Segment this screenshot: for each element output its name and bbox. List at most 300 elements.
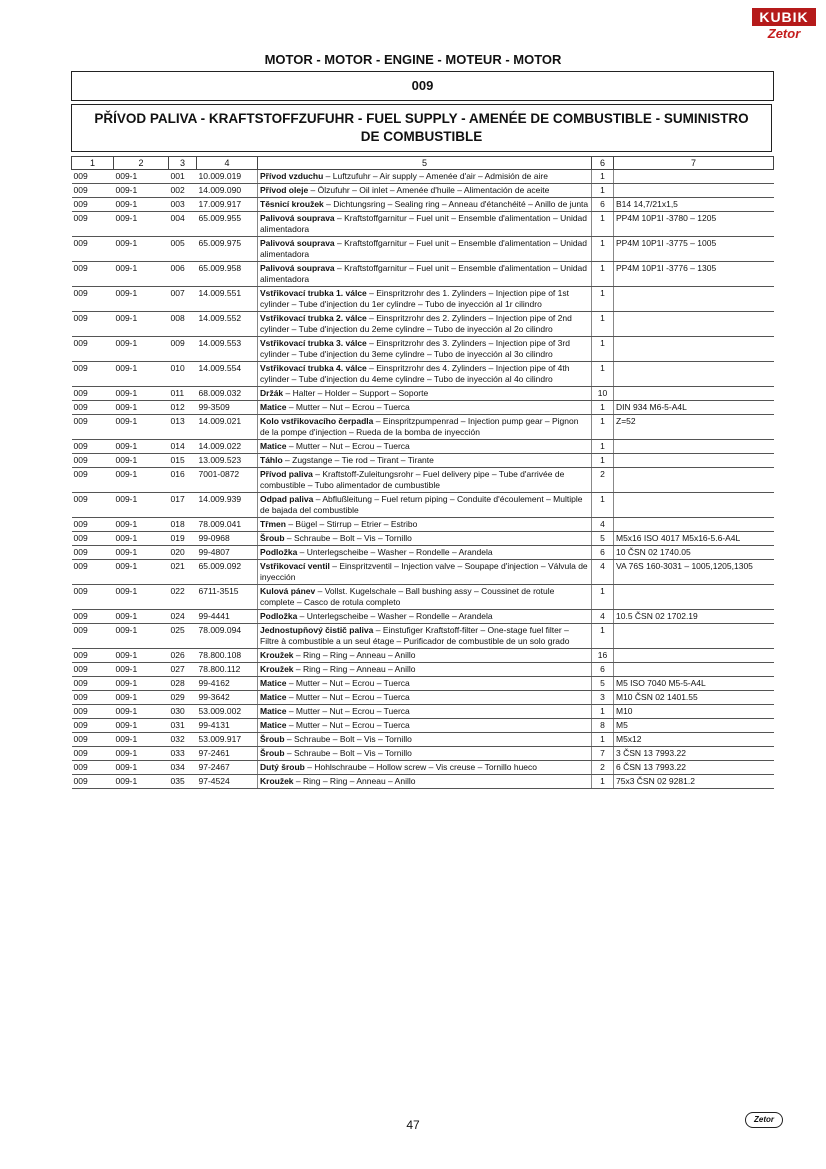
note-cell bbox=[614, 287, 774, 312]
description-translations: – Einspritzrohr des 4. Zylinders – Injection pipe of 4th cylinder – Tube d'injection du 4eme cylindre – Tubo de inyección al 4o cilindro bbox=[260, 363, 570, 384]
description-czech: Podložka bbox=[260, 611, 298, 621]
group-cell: 009 bbox=[72, 546, 114, 560]
note-cell: 10 ČSN 02 1740.05 bbox=[614, 546, 774, 560]
position-cell: 026 bbox=[169, 649, 197, 663]
group-cell: 009 bbox=[72, 401, 114, 415]
note-cell bbox=[614, 493, 774, 518]
table-row bbox=[72, 184, 774, 198]
table-row bbox=[72, 440, 774, 454]
position-cell: 017 bbox=[169, 493, 197, 518]
description-cell bbox=[258, 649, 592, 663]
part-number-cell: 14.009.552 bbox=[197, 312, 258, 337]
table-row bbox=[72, 198, 774, 212]
note-cell bbox=[614, 440, 774, 454]
description-czech: Šroub bbox=[260, 533, 285, 543]
table-row bbox=[72, 387, 774, 401]
table-row bbox=[72, 775, 774, 789]
position-cell: 016 bbox=[169, 468, 197, 493]
part-number-cell: 10.009.019 bbox=[197, 170, 258, 184]
note-cell: M10 ČSN 02 1401.55 bbox=[614, 691, 774, 705]
quantity-cell: 1 bbox=[592, 440, 614, 454]
section-title bbox=[71, 104, 772, 152]
part-number-cell: 53.009.917 bbox=[197, 733, 258, 747]
description-czech: Třmen bbox=[260, 519, 286, 529]
group-cell: 009 bbox=[72, 468, 114, 493]
part-number-cell: 14.009.939 bbox=[197, 493, 258, 518]
note-cell: M5 ISO 7040 M5-5-A4L bbox=[614, 677, 774, 691]
description-cell bbox=[258, 198, 592, 212]
description-czech: Dutý šroub bbox=[260, 762, 305, 772]
group-cell: 009 bbox=[72, 761, 114, 775]
description-cell bbox=[258, 546, 592, 560]
description-translations: – Hohlschraube – Hollow screw – Vis creuse – Tornillo hueco bbox=[304, 762, 538, 772]
footer-zetor-logo: Zetor bbox=[745, 1112, 783, 1128]
quantity-cell: 6 bbox=[592, 663, 614, 677]
note-cell: 10.5 ČSN 02 1702.19 bbox=[614, 610, 774, 624]
subgroup-cell: 009-1 bbox=[114, 262, 169, 287]
description-translations: – Kraftstoff-Zuleitungsrohr – Fuel delivery pipe – Tube d'arrivée de combustible – Tubo alimentador de cumbustible bbox=[260, 469, 565, 490]
note-cell bbox=[614, 518, 774, 532]
column-header: 3 bbox=[169, 157, 197, 170]
subgroup-cell: 009-1 bbox=[114, 440, 169, 454]
description-czech: Kroužek bbox=[260, 776, 294, 786]
note-cell: B14 14,7/21x1,5 bbox=[614, 198, 774, 212]
group-cell: 009 bbox=[72, 624, 114, 649]
subgroup-cell: 009-1 bbox=[114, 585, 169, 610]
description-czech: Přívod vzduchu bbox=[260, 171, 324, 181]
table-row bbox=[72, 237, 774, 262]
column-header: 2 bbox=[114, 157, 169, 170]
note-cell: M10 bbox=[614, 705, 774, 719]
group-cell: 009 bbox=[72, 733, 114, 747]
subgroup-cell: 009-1 bbox=[114, 198, 169, 212]
part-number-cell: 99-4131 bbox=[197, 719, 258, 733]
table-row bbox=[72, 719, 774, 733]
position-cell: 004 bbox=[169, 212, 197, 237]
description-czech: Matice bbox=[260, 678, 287, 688]
description-translations: – Mutter – Nut – Ecrou – Tuerca bbox=[286, 678, 410, 688]
subgroup-cell: 009-1 bbox=[114, 493, 169, 518]
description-translations: – Mutter – Nut – Ecrou – Tuerca bbox=[286, 402, 410, 412]
quantity-cell: 4 bbox=[592, 560, 614, 585]
description-cell bbox=[258, 747, 592, 761]
group-cell: 009 bbox=[72, 170, 114, 184]
position-cell: 033 bbox=[169, 747, 197, 761]
description-translations: – Schraube – Bolt – Vis – Tornillo bbox=[284, 734, 412, 744]
description-translations: – Kraftstoffgarnitur – Fuel unit – Ensemble d'alimentation – Unidad alimentadora bbox=[260, 263, 588, 284]
table-row bbox=[72, 546, 774, 560]
quantity-cell: 8 bbox=[592, 719, 614, 733]
quantity-cell: 6 bbox=[592, 198, 614, 212]
group-cell: 009 bbox=[72, 705, 114, 719]
part-number-cell: 14.009.090 bbox=[197, 184, 258, 198]
table-row bbox=[72, 312, 774, 337]
column-header: 7 bbox=[614, 157, 774, 170]
description-czech: Kulová pánev bbox=[260, 586, 316, 596]
description-czech: Kroužek bbox=[260, 650, 294, 660]
description-translations: – Zugstange – Tie rod – Tirant – Tirante bbox=[282, 455, 434, 465]
group-cell: 009 bbox=[72, 387, 114, 401]
description-cell bbox=[258, 493, 592, 518]
description-translations: – Ring – Ring – Anneau – Anillo bbox=[293, 664, 416, 674]
part-number-cell: 99-0968 bbox=[197, 532, 258, 546]
table-row bbox=[72, 705, 774, 719]
table-row bbox=[72, 337, 774, 362]
subgroup-cell: 009-1 bbox=[114, 649, 169, 663]
description-cell bbox=[258, 337, 592, 362]
group-cell: 009 bbox=[72, 775, 114, 789]
column-header: 6 bbox=[592, 157, 614, 170]
table-row bbox=[72, 585, 774, 610]
position-cell: 001 bbox=[169, 170, 197, 184]
group-cell: 009 bbox=[72, 312, 114, 337]
note-cell: DIN 934 M6-5-A4L bbox=[614, 401, 774, 415]
description-czech: Matice bbox=[260, 720, 287, 730]
description-translations: – Mutter – Nut – Ecrou – Tuerca bbox=[286, 441, 410, 451]
description-czech: Palivová souprava bbox=[260, 238, 335, 248]
position-cell: 013 bbox=[169, 415, 197, 440]
position-cell: 025 bbox=[169, 624, 197, 649]
description-czech: Palivová souprava bbox=[260, 263, 335, 273]
description-cell bbox=[258, 287, 592, 312]
description-translations: – Mutter – Nut – Ecrou – Tuerca bbox=[286, 706, 410, 716]
subgroup-cell: 009-1 bbox=[114, 337, 169, 362]
table-row bbox=[72, 649, 774, 663]
description-translations: – Dichtungsring – Sealing ring – Anneau d'étanchéité – Anillo de junta bbox=[323, 199, 589, 209]
quantity-cell: 5 bbox=[592, 532, 614, 546]
part-number-cell: 99-4807 bbox=[197, 546, 258, 560]
description-cell bbox=[258, 677, 592, 691]
description-cell bbox=[258, 262, 592, 287]
note-cell bbox=[614, 663, 774, 677]
description-translations: – Unterlegscheibe – Washer – Rondelle – Arandela bbox=[297, 611, 493, 621]
subgroup-cell: 009-1 bbox=[114, 362, 169, 387]
subgroup-cell: 009-1 bbox=[114, 610, 169, 624]
position-cell: 015 bbox=[169, 454, 197, 468]
description-translations: – Luftzufuhr – Air supply – Amenée d'air – Admisión de aire bbox=[323, 171, 548, 181]
group-cell: 009 bbox=[72, 560, 114, 585]
group-cell: 009 bbox=[72, 532, 114, 546]
table-row bbox=[72, 415, 774, 440]
position-cell: 034 bbox=[169, 761, 197, 775]
position-cell: 002 bbox=[169, 184, 197, 198]
position-cell: 028 bbox=[169, 677, 197, 691]
position-cell: 011 bbox=[169, 387, 197, 401]
position-cell: 008 bbox=[169, 312, 197, 337]
position-cell: 024 bbox=[169, 610, 197, 624]
description-translations: – Abflußleitung – Fuel return piping – Conduite d'écoulement – Multiple de bajada del combustible bbox=[260, 494, 583, 515]
part-number-cell: 14.009.554 bbox=[197, 362, 258, 387]
description-cell bbox=[258, 585, 592, 610]
note-cell: Z=52 bbox=[614, 415, 774, 440]
group-cell: 009 bbox=[72, 237, 114, 262]
subgroup-cell: 009-1 bbox=[114, 532, 169, 546]
subgroup-cell: 009-1 bbox=[114, 775, 169, 789]
quantity-cell: 1 bbox=[592, 454, 614, 468]
group-cell: 009 bbox=[72, 454, 114, 468]
description-cell bbox=[258, 170, 592, 184]
quantity-cell: 1 bbox=[592, 184, 614, 198]
group-cell: 009 bbox=[72, 493, 114, 518]
description-translations: – Einspritzrohr des 2. Zylinders – Injection pipe of 2nd cylinder – Tube d'injection du 2eme cylindre – Tubo de inyección al 2o cilindro bbox=[260, 313, 572, 334]
quantity-cell: 1 bbox=[592, 493, 614, 518]
note-cell bbox=[614, 649, 774, 663]
subgroup-cell: 009-1 bbox=[114, 454, 169, 468]
group-cell: 009 bbox=[72, 691, 114, 705]
note-cell bbox=[614, 337, 774, 362]
description-translations: – Mutter – Nut – Ecrou – Tuerca bbox=[286, 720, 410, 730]
description-czech: Držák bbox=[260, 388, 284, 398]
part-number-cell: 13.009.523 bbox=[197, 454, 258, 468]
group-cell: 009 bbox=[72, 362, 114, 387]
group-number: 009 bbox=[71, 71, 774, 101]
note-cell bbox=[614, 362, 774, 387]
position-cell: 009 bbox=[169, 337, 197, 362]
description-cell bbox=[258, 705, 592, 719]
quantity-cell: 1 bbox=[592, 624, 614, 649]
parts-table bbox=[71, 156, 774, 789]
quantity-cell: 1 bbox=[592, 585, 614, 610]
note-cell: PP4M 10P1I -3776 – 1305 bbox=[614, 262, 774, 287]
quantity-cell: 4 bbox=[592, 518, 614, 532]
part-number-cell: 65.009.955 bbox=[197, 212, 258, 237]
subgroup-cell: 009-1 bbox=[114, 387, 169, 401]
group-cell: 009 bbox=[72, 719, 114, 733]
group-cell: 009 bbox=[72, 415, 114, 440]
subgroup-cell: 009-1 bbox=[114, 170, 169, 184]
subgroup-cell: 009-1 bbox=[114, 546, 169, 560]
note-cell bbox=[614, 585, 774, 610]
description-translations: – Kraftstoffgarnitur – Fuel unit – Ensemble d'alimentation – Unidad alimentadora bbox=[260, 213, 588, 234]
description-cell bbox=[258, 719, 592, 733]
description-czech: Podložka bbox=[260, 547, 298, 557]
description-cell bbox=[258, 401, 592, 415]
subgroup-cell: 009-1 bbox=[114, 415, 169, 440]
note-cell: 6 ČSN 13 7993.22 bbox=[614, 761, 774, 775]
note-cell: PP4M 10P1I -3775 – 1005 bbox=[614, 237, 774, 262]
quantity-cell: 1 bbox=[592, 287, 614, 312]
description-cell bbox=[258, 415, 592, 440]
description-czech: Šroub bbox=[260, 734, 285, 744]
description-czech: Přívod paliva bbox=[260, 469, 313, 479]
note-cell bbox=[614, 468, 774, 493]
group-cell: 009 bbox=[72, 663, 114, 677]
description-cell bbox=[258, 362, 592, 387]
position-cell: 031 bbox=[169, 719, 197, 733]
note-cell bbox=[614, 454, 774, 468]
description-czech: Kroužek bbox=[260, 664, 294, 674]
table-row bbox=[72, 733, 774, 747]
quantity-cell: 2 bbox=[592, 761, 614, 775]
position-cell: 003 bbox=[169, 198, 197, 212]
quantity-cell: 6 bbox=[592, 546, 614, 560]
position-cell: 007 bbox=[169, 287, 197, 312]
position-cell: 019 bbox=[169, 532, 197, 546]
part-number-cell: 65.009.092 bbox=[197, 560, 258, 585]
description-translations: – Einspritzventil – Injection valve – Soupape d'injection – Válvula de inyección bbox=[260, 561, 588, 582]
subgroup-cell: 009-1 bbox=[114, 747, 169, 761]
position-cell: 032 bbox=[169, 733, 197, 747]
part-number-cell: 99-4441 bbox=[197, 610, 258, 624]
column-header: 1 bbox=[72, 157, 114, 170]
group-cell: 009 bbox=[72, 518, 114, 532]
quantity-cell: 2 bbox=[592, 468, 614, 493]
note-cell: 3 ČSN 13 7993.22 bbox=[614, 747, 774, 761]
note-cell bbox=[614, 312, 774, 337]
description-cell bbox=[258, 468, 592, 493]
description-translations: – Kraftstoffgarnitur – Fuel unit – Ensemble d'alimentation – Unidad alimentadora bbox=[260, 238, 588, 259]
logo-kubik-text: KUBIK bbox=[752, 8, 816, 26]
table-row bbox=[72, 677, 774, 691]
subgroup-cell: 009-1 bbox=[114, 761, 169, 775]
description-czech: Matice bbox=[260, 706, 287, 716]
description-cell bbox=[258, 518, 592, 532]
quantity-cell: 16 bbox=[592, 649, 614, 663]
table-row bbox=[72, 493, 774, 518]
group-cell: 009 bbox=[72, 198, 114, 212]
subgroup-cell: 009-1 bbox=[114, 733, 169, 747]
description-translations: – Schraube – Bolt – Vis – Tornillo bbox=[284, 748, 412, 758]
quantity-cell: 1 bbox=[592, 237, 614, 262]
subgroup-cell: 009-1 bbox=[114, 663, 169, 677]
description-translations: – Vollst. Kugelschale – Ball bushing assy – Coussinet de rotule complete – Casco de rotula completo bbox=[260, 586, 555, 607]
quantity-cell: 5 bbox=[592, 677, 614, 691]
subgroup-cell: 009-1 bbox=[114, 518, 169, 532]
description-czech: Vstřikovací trubka 2. válce bbox=[260, 313, 367, 323]
part-number-cell: 14.009.022 bbox=[197, 440, 258, 454]
table-row bbox=[72, 287, 774, 312]
description-translations: – Einspritzrohr des 3. Zylinders – Injection pipe of 3rd cylinder – Tube d'injection du 3eme cylindre – Tubo de inyección al 3o cilindro bbox=[260, 338, 570, 359]
group-cell: 009 bbox=[72, 337, 114, 362]
subgroup-cell: 009-1 bbox=[114, 705, 169, 719]
quantity-cell: 1 bbox=[592, 212, 614, 237]
group-cell: 009 bbox=[72, 649, 114, 663]
group-cell: 009 bbox=[72, 184, 114, 198]
subgroup-cell: 009-1 bbox=[114, 468, 169, 493]
group-cell: 009 bbox=[72, 212, 114, 237]
note-cell: 75x3 ČSN 02 9281.2 bbox=[614, 775, 774, 789]
part-number-cell: 78.800.112 bbox=[197, 663, 258, 677]
position-cell: 010 bbox=[169, 362, 197, 387]
part-number-cell: 65.009.975 bbox=[197, 237, 258, 262]
note-cell: M5x12 bbox=[614, 733, 774, 747]
position-cell: 027 bbox=[169, 663, 197, 677]
description-translations: – Schraube – Bolt – Vis – Tornillo bbox=[284, 533, 412, 543]
description-cell bbox=[258, 184, 592, 198]
table-row bbox=[72, 691, 774, 705]
description-translations: – Bügel – Stirrup – Etrier – Estribo bbox=[285, 519, 418, 529]
group-cell: 009 bbox=[72, 585, 114, 610]
table-row bbox=[72, 262, 774, 287]
part-number-cell: 14.009.553 bbox=[197, 337, 258, 362]
note-cell: M5x16 ISO 4017 M5x16-5.6-A4L bbox=[614, 532, 774, 546]
subgroup-cell: 009-1 bbox=[114, 401, 169, 415]
table-row bbox=[72, 532, 774, 546]
position-cell: 014 bbox=[169, 440, 197, 454]
description-czech: Těsnicí kroužek bbox=[260, 199, 324, 209]
description-czech: Matice bbox=[260, 402, 287, 412]
part-number-cell: 14.009.551 bbox=[197, 287, 258, 312]
part-number-cell: 53.009.002 bbox=[197, 705, 258, 719]
note-cell: PP4M 10P1I -3780 – 1205 bbox=[614, 212, 774, 237]
table-row bbox=[72, 401, 774, 415]
group-cell: 009 bbox=[72, 610, 114, 624]
group-cell: 009 bbox=[72, 262, 114, 287]
subgroup-cell: 009-1 bbox=[114, 560, 169, 585]
description-czech: Matice bbox=[260, 692, 287, 702]
quantity-cell: 3 bbox=[592, 691, 614, 705]
note-cell bbox=[614, 170, 774, 184]
subgroup-cell: 009-1 bbox=[114, 677, 169, 691]
quantity-cell: 10 bbox=[592, 387, 614, 401]
part-number-cell: 14.009.021 bbox=[197, 415, 258, 440]
description-translations: – Ring – Ring – Anneau – Anillo bbox=[293, 650, 416, 660]
description-translations: – Unterlegscheibe – Washer – Rondelle – Arandela bbox=[297, 547, 493, 557]
description-translations: – Mutter – Nut – Ecrou – Tuerca bbox=[286, 692, 410, 702]
subgroup-cell: 009-1 bbox=[114, 212, 169, 237]
position-cell: 018 bbox=[169, 518, 197, 532]
part-number-cell: 99-3642 bbox=[197, 691, 258, 705]
part-number-cell: 97-2461 bbox=[197, 747, 258, 761]
part-number-cell: 78.009.041 bbox=[197, 518, 258, 532]
position-cell: 029 bbox=[169, 691, 197, 705]
position-cell: 022 bbox=[169, 585, 197, 610]
part-number-cell: 78.800.108 bbox=[197, 649, 258, 663]
description-cell bbox=[258, 312, 592, 337]
part-number-cell: 97-4524 bbox=[197, 775, 258, 789]
subgroup-cell: 009-1 bbox=[114, 287, 169, 312]
part-number-cell: 65.009.958 bbox=[197, 262, 258, 287]
description-cell bbox=[258, 387, 592, 401]
description-cell bbox=[258, 560, 592, 585]
part-number-cell: 17.009.917 bbox=[197, 198, 258, 212]
description-czech: Matice bbox=[260, 441, 287, 451]
position-cell: 006 bbox=[169, 262, 197, 287]
page-number: 47 bbox=[406, 1118, 420, 1132]
description-czech: Odpad paliva bbox=[260, 494, 314, 504]
subgroup-cell: 009-1 bbox=[114, 719, 169, 733]
subgroup-cell: 009-1 bbox=[114, 624, 169, 649]
quantity-cell: 1 bbox=[592, 415, 614, 440]
description-translations: – Einspritzrohr des 1. Zylinders – Injection pipe of 1st cylinder – Tube d'injection du 1er cylindre – Tubo de inyección al 1r cilindro bbox=[260, 288, 569, 309]
parts-table-body bbox=[72, 170, 774, 789]
table-row bbox=[72, 560, 774, 585]
description-czech: Šroub bbox=[260, 748, 285, 758]
quantity-cell: 1 bbox=[592, 337, 614, 362]
subgroup-cell: 009-1 bbox=[114, 184, 169, 198]
table-row bbox=[72, 624, 774, 649]
quantity-cell: 1 bbox=[592, 312, 614, 337]
description-cell bbox=[258, 610, 592, 624]
subgroup-cell: 009-1 bbox=[114, 237, 169, 262]
section-title-line2: DE COMBUSTIBLE bbox=[360, 129, 483, 144]
position-cell: 035 bbox=[169, 775, 197, 789]
part-number-cell: 6711-3515 bbox=[197, 585, 258, 610]
group-cell: 009 bbox=[72, 677, 114, 691]
table-row bbox=[72, 362, 774, 387]
table-row bbox=[72, 663, 774, 677]
part-number-cell: 99-3509 bbox=[197, 401, 258, 415]
description-czech: Kolo vstřikovacího čerpadla bbox=[260, 416, 374, 426]
column-header: 5 bbox=[258, 157, 592, 170]
quantity-cell: 1 bbox=[592, 262, 614, 287]
quantity-cell: 7 bbox=[592, 747, 614, 761]
description-cell bbox=[258, 733, 592, 747]
page-title: MOTOR - MOTOR - ENGINE - MOTEUR - MOTOR bbox=[264, 52, 562, 67]
table-header-row bbox=[72, 157, 774, 170]
description-translations: – Ölzufuhr – Oil inlet – Amenée d'huile – Alimentación de aceite bbox=[308, 185, 550, 195]
part-number-cell: 68.009.032 bbox=[197, 387, 258, 401]
